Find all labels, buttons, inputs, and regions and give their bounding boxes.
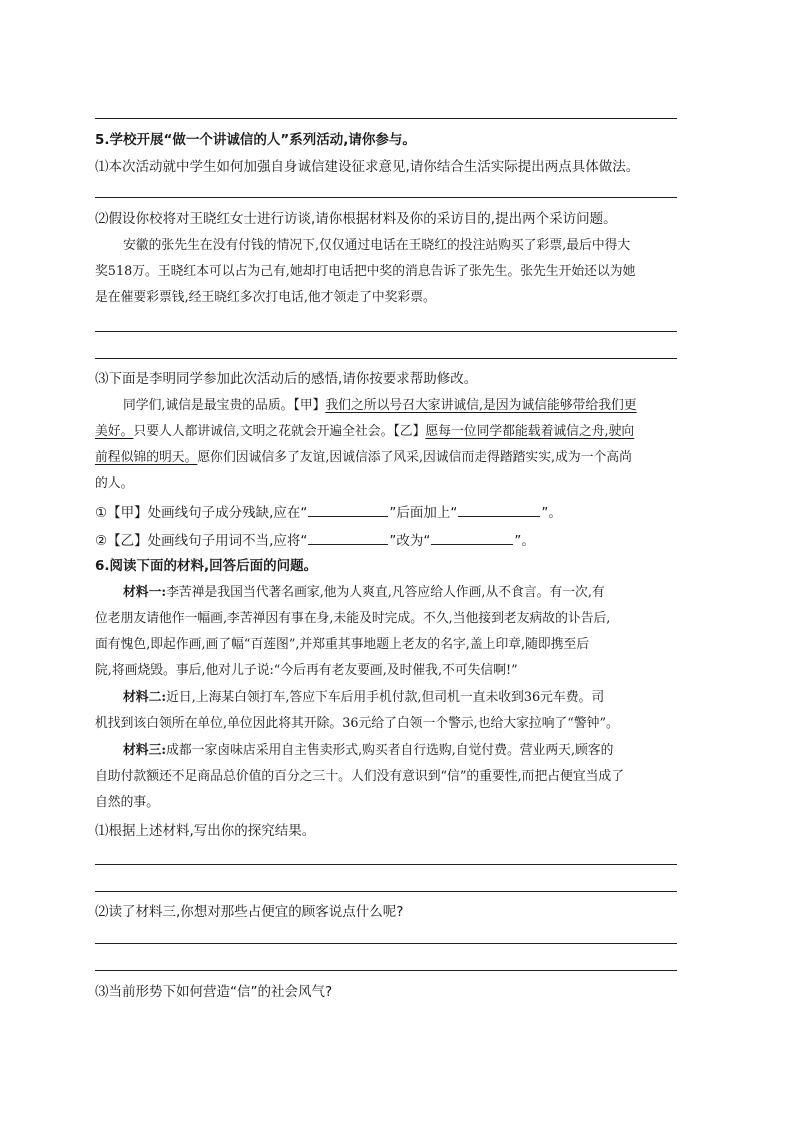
answer-line xyxy=(95,331,677,332)
answer-line xyxy=(95,891,677,892)
q6-title: 6.阅读下面的材料,回答后面的问题。 xyxy=(95,558,318,574)
fix-text: ②【乙】处画线句子用词不当,应将“ xyxy=(95,533,308,549)
underlined-sentence-jia: 我们之所以号召大家讲诚信,是因为诚信能够带给我们更 xyxy=(325,398,637,413)
underlined-sentence-jia: 美好。 xyxy=(95,424,134,439)
material-3-line: 自助付款额还不足商品总价值的百分之三十。人们没有意识到“信”的重要性,而把占便宜当成了 xyxy=(95,769,625,784)
material-label: 材料一: xyxy=(123,585,167,600)
fix-text: ”改为“ xyxy=(389,533,431,549)
answer-line xyxy=(95,864,677,865)
material-1-line: 院,将画烧毁。事后,他对儿子说:“今后再有老友要画,及时催我,不可失信啊!” xyxy=(95,663,518,678)
answer-line xyxy=(95,970,677,971)
q5-material-line: 是在催要彩票钱,经王晓红多次打电话,他才领走了中奖彩票。 xyxy=(95,290,436,305)
fix-item-1 xyxy=(95,502,562,523)
fill-blank[interactable] xyxy=(458,502,540,517)
material-2-line xyxy=(123,688,604,708)
q5-material-line: 奖518万。王晓红本可以占为己有,她却打电话把中奖的消息告诉了张先生。张先生开始还以为她 xyxy=(95,264,636,279)
material-label: 材料三: xyxy=(123,743,167,758)
fill-blank[interactable] xyxy=(308,502,388,517)
fix-text: ”。 xyxy=(514,533,535,549)
essay-text: 只要人人都讲诚信,文明之花就会开遍全社会。【乙】 xyxy=(133,424,426,439)
answer-line xyxy=(95,197,677,198)
material-3-line xyxy=(123,741,613,761)
fill-blank[interactable] xyxy=(308,530,388,545)
material-1-line xyxy=(123,583,605,603)
q5-title: 5.学校开展“做一个讲诚信的人”系列活动,请你参与。 xyxy=(95,132,416,148)
fill-blank[interactable] xyxy=(431,530,513,545)
material-1-line: 面有愧色,即起作画,画了幅“百莲图”,并郑重其事地题上老友的名字,盖上印章,随即携至后 xyxy=(95,637,590,652)
fix-text: ”后面加上“ xyxy=(389,505,458,521)
answer-line-top xyxy=(95,118,677,119)
essay-line-3 xyxy=(95,448,632,468)
answer-line xyxy=(95,358,677,359)
material-text: 李苦禅是我国当代著名画家,他为人爽直,凡答应给人作画,从不食言。有一次,有 xyxy=(166,585,605,600)
q6-part1-prompt: ⑴根据上述材料,写出你的探究结果。 xyxy=(95,823,316,839)
material-2-line: 机找到该白领所在单位,单位因此将其开除。36元给了白领一个警示,也给大家拉响了“警钟”。 xyxy=(95,716,619,731)
fix-text: ”。 xyxy=(541,505,562,521)
underlined-sentence-yi: 前程似锦的明天。 xyxy=(95,450,198,465)
material-text: 成都一家卤味店采用自主售卖形式,购买者自行选购,自觉付费。营业两天,顾客的 xyxy=(166,743,614,758)
material-1-line: 位老朋友请他作一幅画,李苦禅因有事在身,未能及时完成。不久,当他接到老友病故的讣告后, xyxy=(95,611,611,626)
fix-text: ①【甲】处画线句子成分残缺,应在“ xyxy=(95,505,308,521)
underlined-sentence-yi: 愿每一位同学都能载着诚信之舟,驶向 xyxy=(425,424,635,439)
q5-material-line: 安徽的张先生在没有付钱的情况下,仅仅通过电话在王晓红的投注站购买了彩票,最后中得大 xyxy=(123,238,631,253)
material-text: 近日,上海某白领打车,答应下车后用手机付款,但司机一直未收到36元车费。司 xyxy=(166,690,605,705)
material-3-line: 自然的事。 xyxy=(95,795,159,810)
q6-part2-prompt: ⑵读了材料三,你想对那些占便宜的顾客说点什么呢? xyxy=(95,904,404,920)
essay-line-4: 的人。 xyxy=(95,476,134,491)
answer-line xyxy=(95,943,677,944)
q5-part2-prompt: ⑵假设你校将对王晓红女士进行访谈,请你根据材料及你的采访目的,提出两个采访问题。 xyxy=(95,211,617,227)
essay-text: 同学们,诚信是最宝贵的品质。【甲】 xyxy=(123,398,326,413)
q6-part3-prompt: ⑶当前形势下如何营造“信”的社会风气? xyxy=(95,984,333,1000)
essay-line-1 xyxy=(123,396,637,416)
material-label: 材料二: xyxy=(123,690,167,705)
q5-part1-prompt: ⑴本次活动就中学生如何加强自身诚信建设征求意见,请你结合生活实际提出两点具体做法。 xyxy=(95,159,640,175)
essay-line-2 xyxy=(95,422,634,442)
essay-text: 愿你们因诚信多了友谊,因诚信添了风采,因诚信而走得踏踏实实,成为一个高尚 xyxy=(197,450,632,465)
fix-item-2 xyxy=(95,530,535,551)
q5-part3-prompt: ⑶下面是李明同学参加此次活动后的感悟,请你按要求帮助修改。 xyxy=(95,371,478,387)
